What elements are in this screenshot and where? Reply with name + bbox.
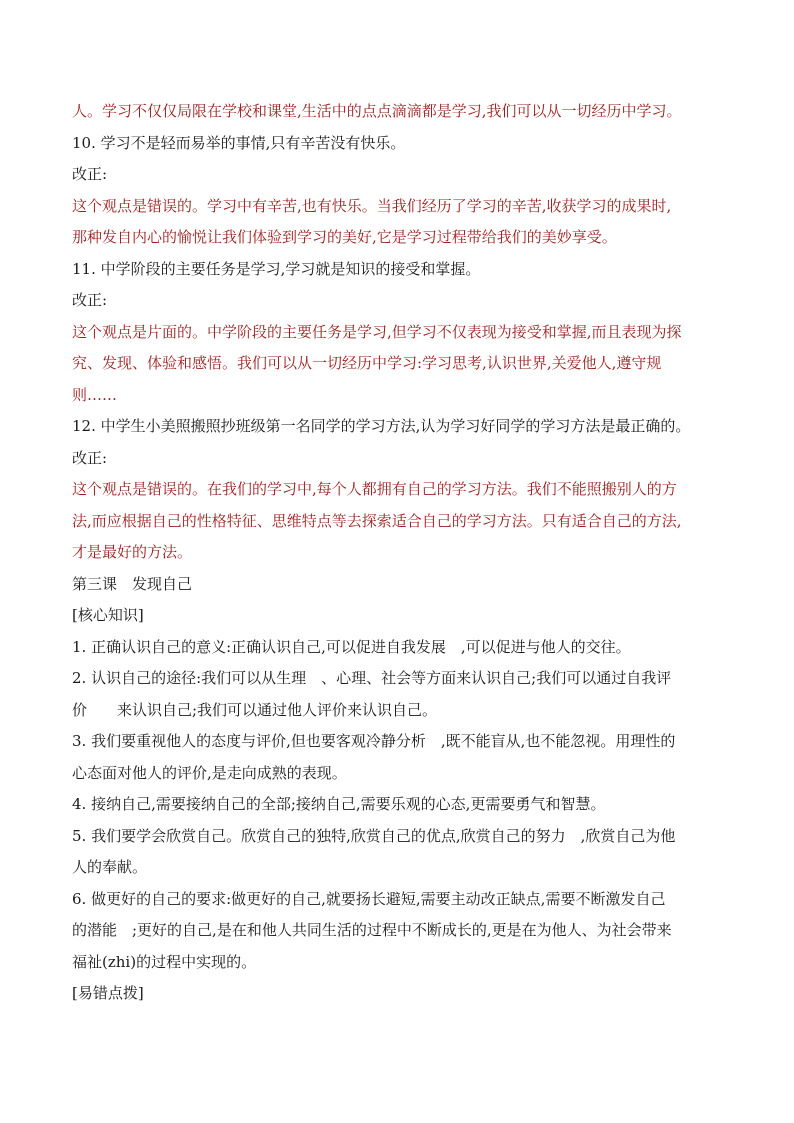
section-heading-core-knowledge: [核心知识]	[72, 606, 144, 624]
knowledge-point-5: 5. 我们要学会欣赏自己。欣赏自己的独特,欣赏自己的优点,欣赏自己的努力 ,欣赏自己为他	[72, 826, 676, 845]
knowledge-point-3-cont: 心态面对他人的评价,是走向成熟的表现。	[72, 763, 347, 782]
answer-line: 这个观点是错误的。在我们的学习中,每个人都拥有自己的学习方法。我们不能照搬别人的方	[72, 480, 677, 498]
knowledge-point-5-cont: 人的奉献。	[72, 858, 148, 876]
knowledge-point-2: 2. 认识自己的途径:我们可以从生理 、心理、社会等方面来认识自己;我们可以通过自我评	[72, 669, 672, 687]
knowledge-point-4: 4. 接纳自己,需要接纳自己的全部;接纳自己,需要乐观的心态,更需要勇气和智慧。	[72, 795, 606, 813]
knowledge-point-2-cont: 价 来认识自己;我们可以通过他人评价来认识自己。	[72, 700, 438, 719]
answer-line: 才是最好的方法。	[72, 543, 193, 561]
lesson-title: 第三课 发现自己	[72, 574, 193, 593]
question-12: 12. 中学生小美照搬照抄班级第一名同学的学习方法,认为学习好同学的学习方法是最正确的。	[72, 417, 691, 435]
knowledge-point-3: 3. 我们要重视他人的态度与评价,但也要客观冷静分析 ,既不能盲从,也不能忽视。用理性的	[72, 732, 676, 750]
knowledge-point-6-cont: 福祉(zhi)的过程中实现的。	[72, 952, 257, 971]
question-11: 11. 中学阶段的主要任务是学习,学习就是知识的接受和掌握。	[72, 259, 481, 278]
knowledge-point-1: 1. 正确认识自己的意义:正确认识自己,可以促进自我发展 ,可以促进与他人的交往。	[72, 637, 631, 656]
correction-label: 改正:	[72, 291, 108, 309]
answer-line: 究、发现、体验和感悟。我们可以从一切经历中学习:学习思考,认识世界,关爱他人,遵守规	[72, 354, 662, 372]
knowledge-point-6: 6. 做更好的自己的要求:做更好的自己,就要扬长避短,需要主动改正缺点,需要不断激发自己	[72, 889, 666, 908]
answer-line: 则……	[72, 385, 118, 404]
answer-line: 人。学习不仅仅局限在学校和课堂,生活中的点点滴滴都是学习,我们可以从一切经历中学习。	[72, 102, 682, 120]
knowledge-point-6-cont: 的潜能 ;更好的自己,是在和他人共同生活的过程中不断成长的,更是在为他人、为社会带来	[72, 921, 672, 939]
correction-label: 改正:	[72, 165, 108, 183]
answer-line: 法,而应根据自己的性格特征、思维特点等去探索适合自己的学习方法。只有适合自己的方法,	[72, 511, 682, 530]
answer-line: 那种发自内心的愉悦让我们体验到学习的美好,它是学习过程带给我们的美妙享受。	[72, 228, 617, 246]
question-10: 10. 学习不是轻而易举的事情,只有辛苦没有快乐。	[72, 133, 406, 152]
answer-line: 这个观点是错误的。学习中有辛苦,也有快乐。当我们经历了学习的辛苦,收获学习的成果时,	[72, 196, 672, 215]
answer-line: 这个观点是片面的。中学阶段的主要任务是学习,但学习不仅表现为接受和掌握,而且表现为探	[72, 322, 682, 341]
section-heading-error-tips: [易错点拨]	[72, 984, 144, 1002]
document-page	[72, 96, 727, 1010]
correction-label: 改正:	[72, 448, 108, 467]
